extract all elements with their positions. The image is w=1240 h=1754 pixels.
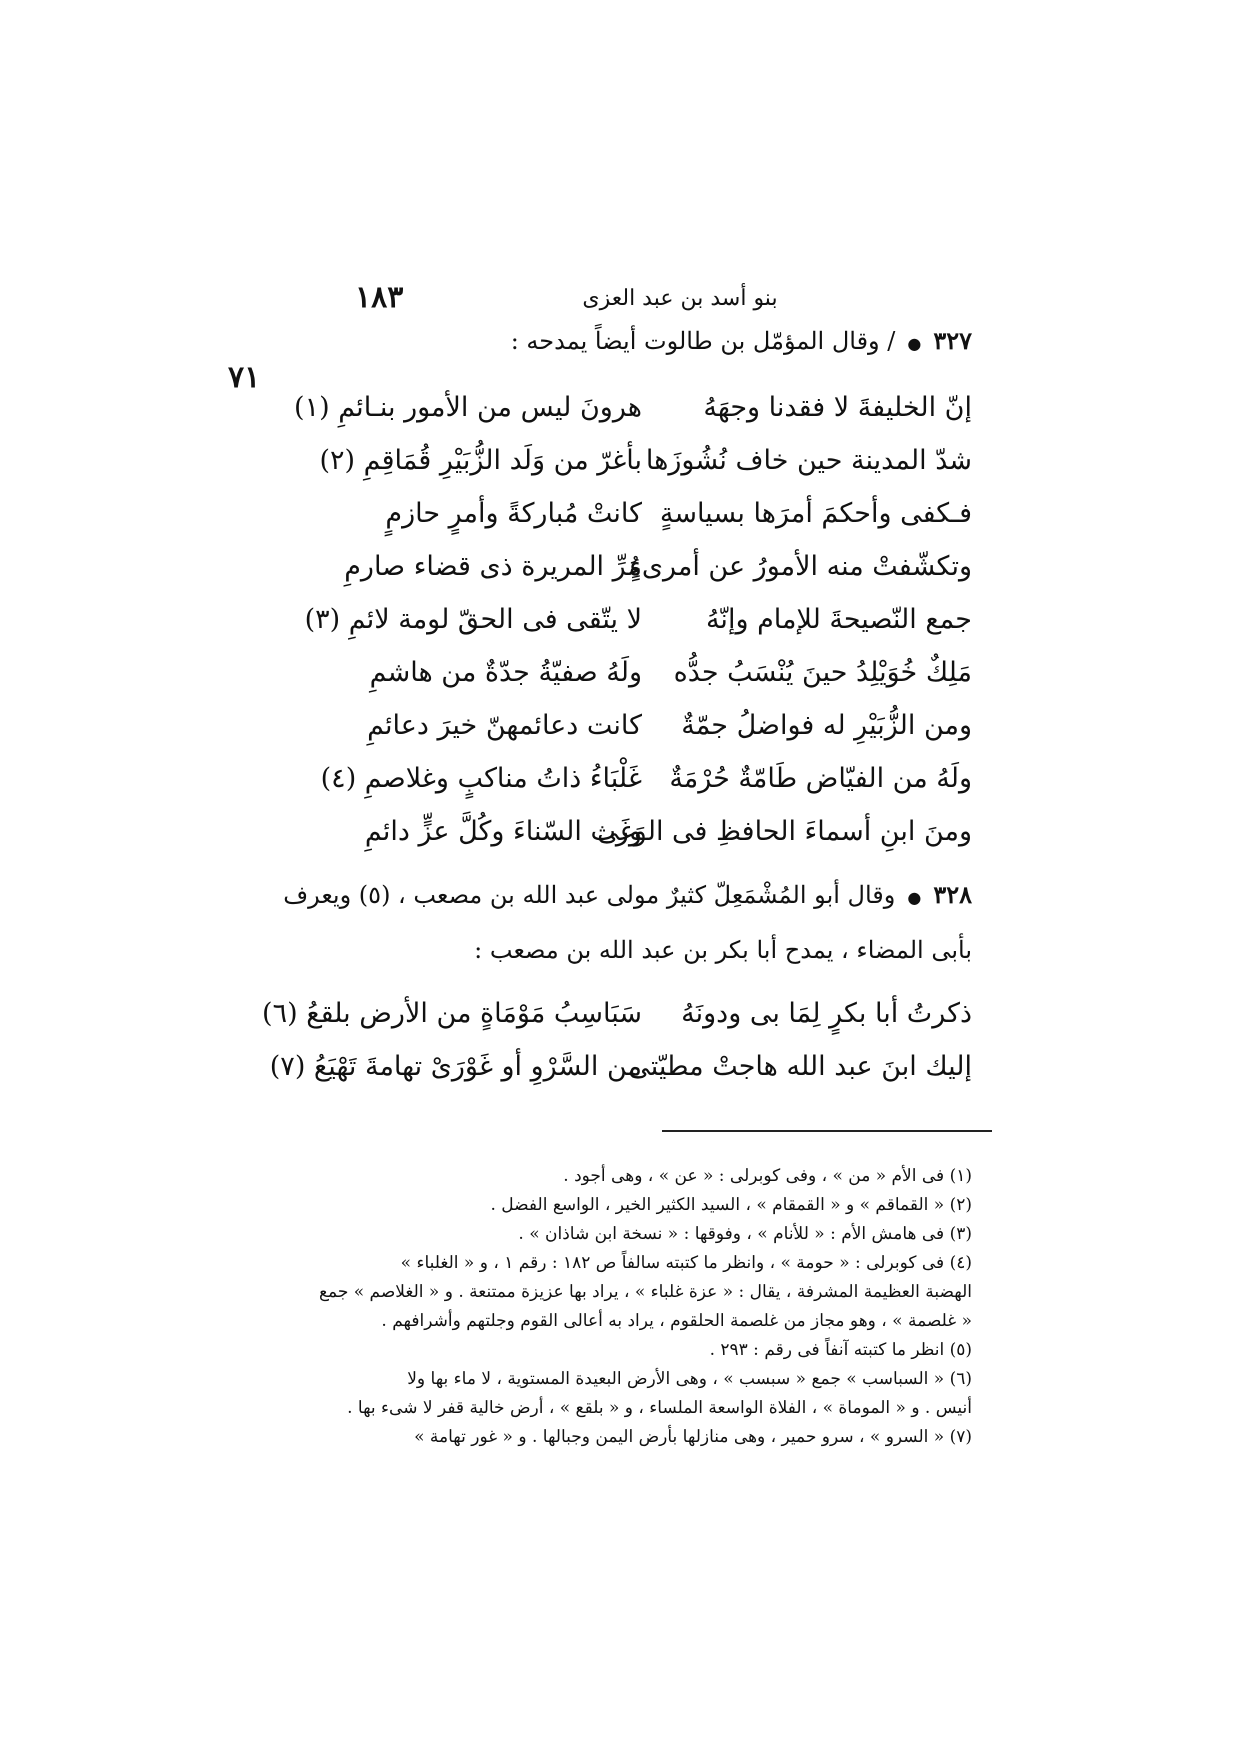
verse-line (272, 392, 972, 445)
verse-line (269, 1051, 972, 1104)
running-title: بنو أسد بن عبد العزى (582, 286, 778, 311)
verse-line (272, 551, 972, 604)
verse-line (272, 763, 972, 816)
second-hemistich: كانت دعائمهنّ خيرَ دعائمِ (367, 710, 642, 741)
first-hemistich: ومن الزُّبَيْرِ له فواضلُ جمّةٌ (681, 710, 972, 741)
poem-327 (272, 392, 972, 869)
second-hemistich: من السَّرْوِ أو غَوْرَىْ تهامةَ تَهْيَعُ (٧) (269, 1051, 642, 1082)
page-number: ١٨٣ (355, 280, 404, 315)
verse-line (272, 498, 972, 551)
second-hemistich: لا يتّقى فى الحقّ لومة لائمِ (٣) (304, 604, 642, 635)
second-hemistich: هرونَ ليس من الأمور بنـائمِ (١) (294, 392, 642, 423)
entry-number: ٣٢٧ (933, 326, 972, 355)
footnote: (٥) انظر ما كتبته آنفاً فى رقم : ٢٩٣ . (709, 1340, 972, 1360)
entry-328-heading (283, 880, 972, 909)
entry-number: ٣٢٨ (933, 880, 972, 909)
verse-line (272, 657, 972, 710)
footnote: (٧) « السرو » ، سرو حمير ، وهى منازلها بأرض اليمن وجبالها . و « غور تهامة » (414, 1427, 972, 1447)
first-hemistich: ذكرتُ أبا بكرٍ لِمَا بى ودونَهُ (681, 998, 972, 1029)
first-hemistich: ولَهُ من الفيّاض طَامّةٌ حُرْمَةٌ (669, 763, 972, 794)
footnote: (٣) فى هامش الأم : « للأنام » ، وفوقها : « نسخة ابن شاذان » . (518, 1224, 972, 1244)
first-hemistich: جمع النّصيحةَ للإمام وإنّهُ (705, 604, 972, 635)
second-hemistich: مُرِّ المريرة ذى قضاء صارمِ (344, 551, 642, 582)
first-hemistich: وتكشّفتْ منه الأمورُ عن أمرىءٍ (629, 551, 972, 582)
entry-intro: / وقال المؤمّل بن طالوت أيضاً يمدحه : (510, 327, 896, 355)
first-hemistich: إليك ابنَ عبد الله هاجتْ مطيّتى (628, 1051, 972, 1082)
poem-328 (262, 998, 972, 1104)
footnote-continuation: « غلصمة » ، وهو مجاز من غلصمة الحلقوم ، يراد به أعالى القوم وجلتهم وأشرافهم . (381, 1311, 972, 1331)
footnote-continuation: أنيس . و « الموماة » ، الفلاة الواسعة الملساء ، و « بلقع » ، أرض خالية قفر لا شىء بها . (347, 1398, 972, 1418)
second-hemistich: سَبَاسِبُ مَوْمَاةٍ من الأرض بلقعُ (٦) (262, 998, 642, 1029)
entry-intro-line-1: وقال أبو المُشْمَعِلّ كثيرٌ مولى عبد الله بن مصعب ، (٥) ويعرف (283, 881, 896, 909)
footnote-continuation: الهضبة العظيمة المشرفة ، يقال : « عزة غلباء » ، يراد بها عزيزة ممتنعة . و « الغلاصم » جمع (318, 1282, 972, 1302)
first-hemistich: ومنَ ابنِ أسماءَ الحافظِ فى الوَغَى (597, 816, 972, 847)
second-hemistich: بأغرّ من وَلَد الزُّبَيْرِ قُمَاقِمِ (٢) (319, 445, 642, 476)
second-hemistich: ورث السّناءَ وكُلَّ عزٍّ دائمِ (364, 816, 642, 847)
footnote: (٤) فى كوبرلى : « حومة » ، وانظر ما كتبته سالفاً ص ١٨٢ : رقم ١ ، و « الغلباء » (400, 1253, 972, 1273)
verse-line (272, 445, 972, 498)
verse-line (272, 816, 972, 869)
bullet-icon: ● (907, 888, 922, 907)
footnote: (٦) « السباسب » جمع « سبسب » ، وهى الأرض البعيدة المستوية ، لا ماء بها ولا (407, 1369, 972, 1389)
second-hemistich: ولَهُ صفيّةُ جدّةٌ من هاشمِ (369, 657, 642, 688)
first-hemistich: مَلِكٌ خُوَيْلِدُ حينَ يُنْسَبُ جدُّه (673, 657, 972, 688)
manuscript-folio-number: ٧١ (228, 360, 261, 395)
entry-328-intro-line-2: بأبى المضاء ، يمدح أبا بكر بن عبد الله بن مصعب : (474, 936, 972, 964)
first-hemistich: فـكفى وأحكمَ أمرَها بسياسةٍ (659, 498, 972, 529)
verse-line (262, 998, 972, 1051)
first-hemistich: شدّ المدينة حين خاف نُشُوزَها (645, 445, 972, 476)
verse-line (272, 604, 972, 657)
footnote-divider (662, 1130, 992, 1132)
entry-327-heading (511, 326, 972, 355)
second-hemistich: غَلْبَاءُ ذاتُ مناكبٍ وغلاصمِ (٤) (320, 763, 642, 794)
bullet-icon: ● (907, 334, 922, 353)
first-hemistich: إنّ الخليفةَ لا فقدنا وجهَهُ (703, 392, 972, 423)
footnote: (٢) « القماقم » و « القمقام » ، السيد الكثير الخير ، الواسع الفضل . (490, 1195, 972, 1215)
footnote: (١) فى الأم « من » ، وفى كوبرلى : « عن » ، وهى أجود . (563, 1166, 972, 1186)
footnotes (292, 1162, 972, 1452)
verse-line (272, 710, 972, 763)
second-hemistich: كانتْ مُباركةً وأمرٍ حازمٍ (385, 498, 642, 529)
